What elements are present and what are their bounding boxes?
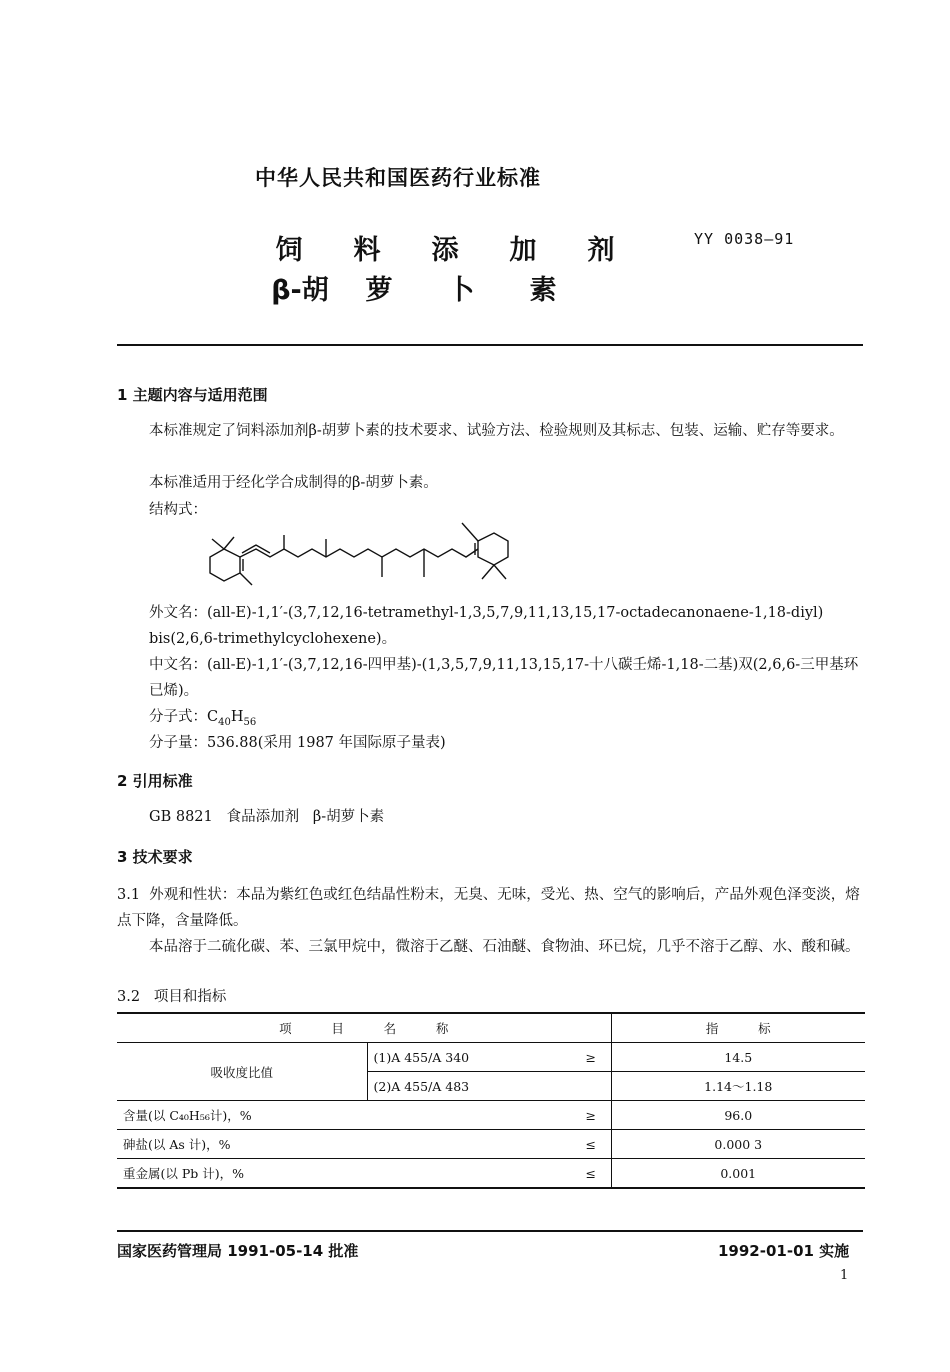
foreign-name-text: 外文名：(all-E)-1,1′-(3,7,12,16-tetramethyl-1,3,5,7,9,11,13,15,17-octadecanonaene-1,18-diyl) bis(2,6,6-trimethylcyclohexene)。 [149,605,824,647]
formula-label: 分子式： [149,709,207,725]
referenced-standard: GB 8821 食品添加剂 β-胡萝卜素 [149,809,385,825]
table-row [117,1130,865,1159]
title-char: 料 [353,235,381,266]
row-value: 96.0 [611,1101,865,1130]
title-char: 添 [431,235,459,266]
header-item-name: 项 目 名 称 [117,1013,611,1043]
title-char: 加 [509,235,537,266]
absorbance-ratio-label: 吸收度比值 [117,1043,367,1101]
footer-divider [117,1230,863,1232]
page-number: 1 [840,1268,849,1283]
section-1-paragraph-1: 本标准规定了饲料添加剂β-胡萝卜素的技术要求、试验方法、检验规则及其标志、包装、运输、贮存等要求。 [149,423,844,439]
row-item: (2)A 455/A 483 [367,1072,571,1101]
title-char: 卜 [447,275,475,306]
foreign-name [149,600,865,652]
chinese-name-text: 中文名：(all-E)-1,1′-(3,7,12,16-四甲基)-(1,3,5,7,9,11,13,15,17-十八碳壬烯-1,18-二基)双(2,6,6-三甲基环已烯)。 [149,657,859,699]
standard-code: YY 0038—91 [694,230,795,248]
structure-bonds [210,523,508,585]
row-operator: ≤ [571,1159,611,1189]
solubility-paragraph: 本品溶于二硫化碳、苯、三氯甲烷中，微溶于乙醚、石油醚、食物油、环已烷，几乎不溶于乙醇、水、酸和碱。 [149,939,860,955]
row-operator: ≥ [571,1101,611,1130]
row-value: 0.000 3 [611,1130,865,1159]
formula-hydrogen-count: 56 [243,716,257,728]
row-item: 含量(以 C₄₀H₅₆计)，% [117,1101,571,1130]
approval-line: 国家医药管理局 1991-05-14 批准 [117,1242,359,1260]
title-line-2 [262,268,584,307]
formula-hydrogen: H [230,709,244,725]
beta-carotene-structure-diagram [200,515,520,590]
clause-3-1 [117,882,865,934]
effective-date: 1992-01-01 实施 [718,1242,850,1260]
row-item: 重金属(以 Pb 计)，% [117,1159,571,1189]
row-item: (1)A 455/A 340 [367,1043,571,1072]
row-operator: ≤ [571,1130,611,1159]
table-row [117,1043,865,1072]
section-1-heading: 1 主题内容与适用范围 [117,386,268,404]
row-value: 1.14～1.18 [611,1072,865,1101]
header-index: 指 标 [611,1013,865,1043]
table-row [117,1101,865,1130]
table-header-row [117,1013,865,1043]
title-char: 剂 [587,235,615,266]
header-divider [117,344,863,346]
title-char: 萝 [365,275,393,306]
organization-title: 中华人民共和国医药行业标准 [255,166,541,190]
structure-label: 结构式： [149,502,207,518]
row-item: 砷盐(以 As 计)，% [117,1130,571,1159]
row-value: 14.5 [611,1043,865,1072]
clause-3-1-number: 3.1 [117,887,141,903]
section-2-heading: 2 引用标准 [117,772,193,790]
formula-carbon: C [207,709,219,725]
specification-table [117,1012,865,1189]
formula-carbon-count: 40 [218,716,231,728]
molecular-weight: 分子量：536.88(采用 1987 年国际原子量表) [149,735,446,751]
section-3-heading: 3 技术要求 [117,848,193,866]
row-value: 0.001 [611,1159,865,1189]
row-operator [571,1072,611,1101]
title-char: 饲 [275,235,303,266]
section-1-paragraph-2: 本标准适用于经化学合成制得的β-胡萝卜素。 [149,475,438,491]
clause-3-1-text: 外观和性状：本品为紫红色或红色结晶性粉末，无臭、无味，受光、热、空气的影响后，产品外观色泽变淡，熔点下降，含量降低。 [117,887,860,929]
chinese-name [149,652,865,704]
clause-3-2-heading: 3.2 项目和指标 [117,989,227,1005]
title-char: 素 [529,275,557,306]
title-line-1 [250,228,640,267]
row-operator: ≥ [571,1043,611,1072]
title-char: β-胡 [271,275,329,306]
table-row [117,1159,865,1189]
